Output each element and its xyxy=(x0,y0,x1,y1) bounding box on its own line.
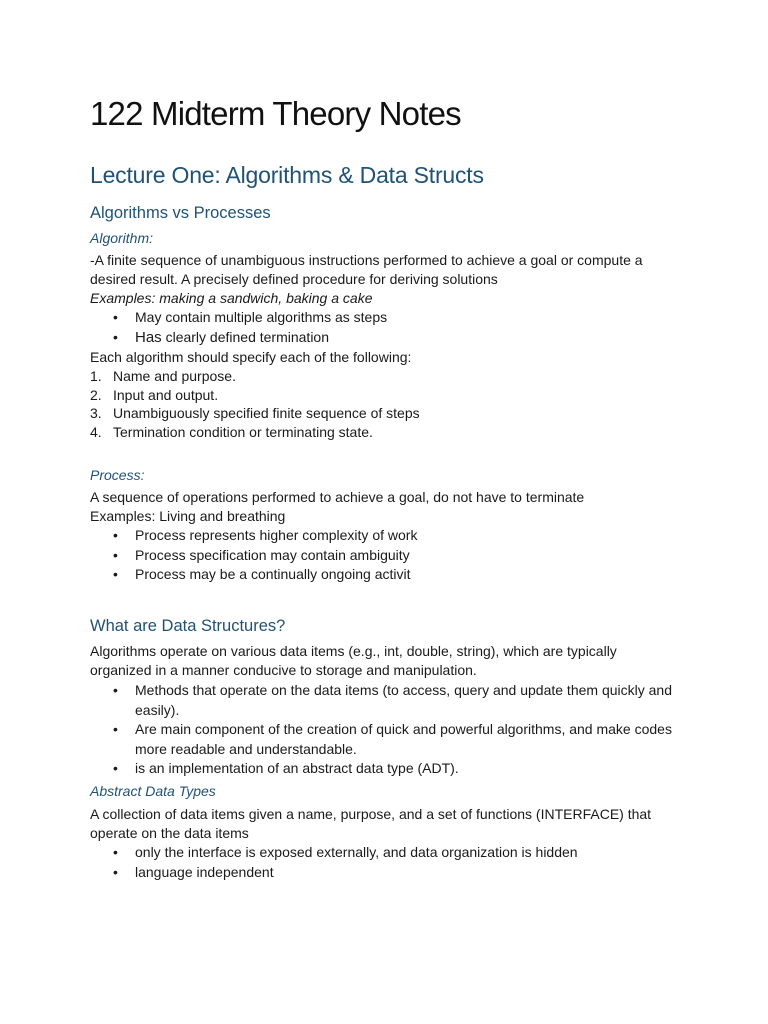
page-title: 122 Midterm Theory Notes xyxy=(90,95,461,132)
bullet-icon: • xyxy=(113,844,118,860)
list-item: 3. Unambiguously specified finite sequence of steps xyxy=(90,405,420,422)
adt-bullet-list xyxy=(90,843,680,882)
process-label: Process: xyxy=(90,467,145,483)
adt-definition: A collection of data items given a name, purpose, and a set of functions (INTERFACE) that operate on the data items xyxy=(90,806,652,841)
list-item: • only the interface is exposed externally, and data organization is hidden xyxy=(90,843,680,863)
process-definition: A sequence of operations performed to achieve a goal, do not have to terminate xyxy=(90,489,585,505)
list-item: • Has clearly defined termination xyxy=(113,328,329,346)
algorithm-label: Algorithm: xyxy=(90,230,154,246)
list-item: • Process represents higher complexity of work xyxy=(90,526,680,546)
bullet-icon: • xyxy=(113,328,118,345)
bullet-icon: • xyxy=(113,682,118,698)
section-heading-algorithms-vs-processes: Algorithms vs Processes xyxy=(90,204,271,222)
list-item: • Are main component of the creation of quick and powerful algorithms, and make codes more readable and understandable. xyxy=(113,721,672,757)
list-item: • May contain multiple algorithms as steps xyxy=(90,308,680,328)
bullet-icon: • xyxy=(113,566,118,582)
process-examples: Examples: Living and breathing xyxy=(90,508,286,524)
bullet-icon: • xyxy=(113,863,118,880)
list-item: • Process may be a continually ongoing activit xyxy=(90,565,680,585)
algorithm-bullet-list xyxy=(90,308,680,347)
bullet-icon: • xyxy=(113,546,118,563)
data-structures-bullet-list xyxy=(90,681,680,779)
spec-numbered-list xyxy=(90,367,680,442)
list-item: • language independent xyxy=(90,863,680,883)
list-item: 4. Termination condition or terminating state. xyxy=(90,424,373,441)
bullet-icon: • xyxy=(113,721,118,737)
data-structures-intro: Algorithms operate on various data items (e.g., int, double, string), which are typically organized in a manner conducive to storage and manipulation. xyxy=(90,643,617,678)
list-item: • Process specification may contain ambiguity xyxy=(90,546,680,566)
lecture-heading: Lecture One: Algorithms & Data Structs xyxy=(90,162,484,188)
bullet-icon: • xyxy=(113,309,118,325)
spec-intro: Each algorithm should specify each of the following: xyxy=(90,349,412,365)
algorithm-definition: -A finite sequence of unambiguous instructions performed to achieve a goal or compute a desired result. A precisely defined procedure for deriving solutions xyxy=(90,252,643,287)
list-item: 2. Input and output. xyxy=(90,386,219,403)
section-heading-data-structures: What are Data Structures? xyxy=(90,617,286,635)
process-bullet-list xyxy=(90,526,680,585)
list-item: 1. Name and purpose. xyxy=(90,368,236,384)
list-item: • is an implementation of an abstract data type (ADT). xyxy=(90,759,680,779)
has-word: Has xyxy=(135,328,162,346)
bullet-icon: • xyxy=(113,760,118,776)
adt-label: Abstract Data Types xyxy=(90,783,216,799)
algorithm-examples: Examples: making a sandwich, baking a cake xyxy=(90,290,373,306)
list-item: • Methods that operate on the data items (to access, query and update them quickly and easily). xyxy=(113,682,672,718)
bullet-icon: • xyxy=(113,527,118,543)
